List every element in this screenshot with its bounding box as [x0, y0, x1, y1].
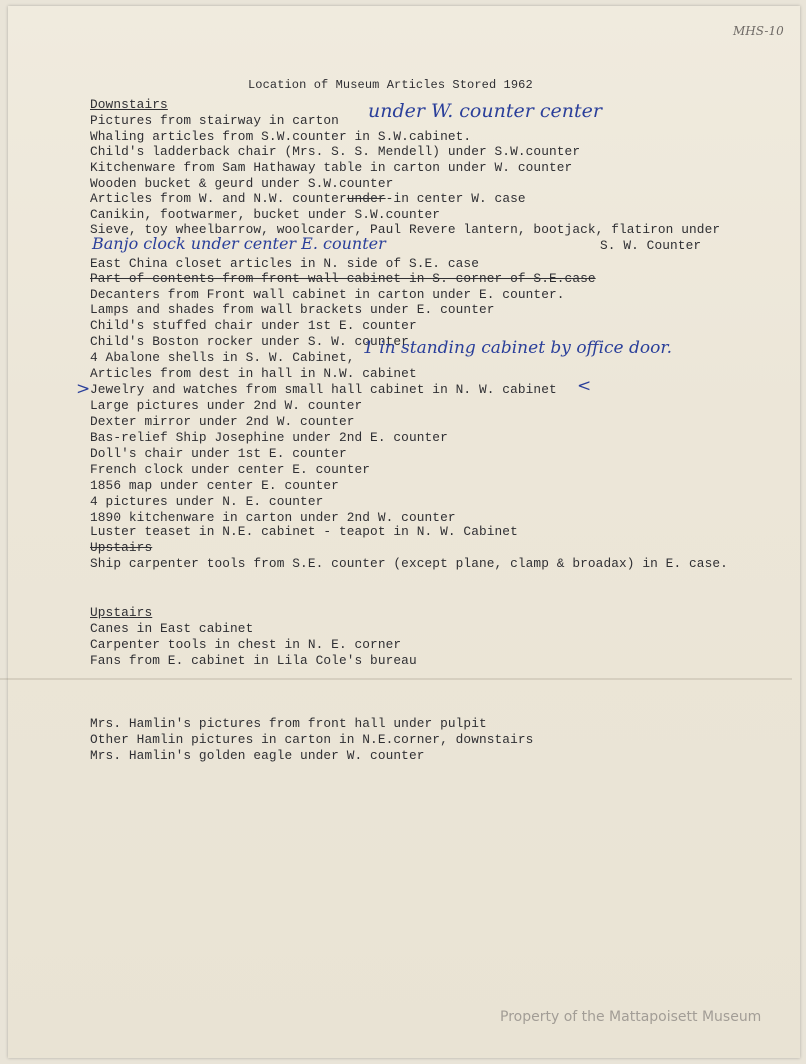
line-27: Ship carpenter tools from S.E. counter (except plane, clamp & broadax) in E. case.: [90, 556, 728, 571]
hamlin-line-3: Mrs. Hamlin's golden eagle under W. counter: [90, 748, 425, 763]
line-7: Canikin, footwarmer, bucket under S.W.counter: [90, 207, 441, 222]
line-21: Doll's chair under 1st E. counter: [90, 446, 347, 461]
line-8-cont: S. W. Counter: [600, 238, 702, 253]
line-6: Articles from W. and N.W. counterunder-in center W. case: [90, 191, 526, 206]
upstairs-line-3: Fans from E. cabinet in Lila Cole's bureau: [90, 653, 417, 668]
line-22: French clock under center E. counter: [90, 462, 371, 477]
struck-under: under: [346, 191, 386, 206]
line-16: Articles from dest in hall in N.W. cabinet: [90, 366, 417, 381]
struck-upstairs: Upstairs: [90, 540, 153, 555]
line-25: 1890 kitchenware in carton under 2nd W. counter: [90, 510, 456, 525]
line-19: Dexter mirror under 2nd W. counter: [90, 414, 355, 429]
line-23: 1856 map under center E. counter: [90, 478, 339, 493]
line-3: Child's ladderback chair (Mrs. S. S. Mendell) under S.W.counter: [90, 144, 581, 159]
margin-mark-left: >: [76, 379, 91, 399]
watermark: Property of the Mattapoisett Museum: [500, 1009, 762, 1025]
line-6-tail: in center W. case: [393, 191, 526, 206]
line-26: Luster teaset in N.E. cabinet - teapot in N. W. Cabinet: [90, 524, 518, 539]
margin-mark-right: <: [577, 376, 592, 396]
line-9: East China closet articles in N. side of S.E. case: [90, 256, 479, 271]
handwritten-note-2: Banjo clock under center E. counter: [92, 234, 386, 253]
handwritten-note-1: under W. counter center: [368, 100, 602, 122]
line-8: Sieve, toy wheelbarrow, woolcarder, Paul Revere lantern, bootjack, flatiron under: [90, 222, 721, 237]
line-5: Wooden bucket & geurd under S.W.counter: [90, 176, 394, 191]
line-6-text: Articles from W. and N.W. counter: [90, 191, 347, 206]
line-10: Part of contents from front wall cabinet in S. corner of S.E.case: [90, 271, 596, 286]
upstairs-line-2: Carpenter tools in chest in N. E. corner: [90, 637, 402, 652]
line-14: Child's Boston rocker under S. W. counter: [90, 334, 409, 349]
hamlin-line-1: Mrs. Hamlin's pictures from front hall under pulpit: [90, 716, 487, 731]
corner-note: MHS-10: [733, 24, 784, 38]
handwritten-note-3: 1 in standing cabinet by office door.: [363, 338, 673, 358]
line-2: Whaling articles from S.W.counter in S.W.cabinet.: [90, 129, 472, 144]
line-24: 4 pictures under N. E. counter: [90, 494, 324, 509]
line-17: Jewelry and watches from small hall cabinet in N. W. cabinet: [90, 382, 557, 397]
line-20: Bas-relief Ship Josephine under 2nd E. counter: [90, 430, 448, 445]
line-4: Kitchenware from Sam Hathaway table in carton under W. counter: [90, 160, 573, 175]
section-downstairs: Downstairs: [90, 97, 168, 112]
line-18: Large pictures under 2nd W. counter: [90, 398, 363, 413]
hamlin-line-2: Other Hamlin pictures in carton in N.E.corner, downstairs: [90, 732, 534, 747]
fold-line: [0, 678, 792, 680]
line-15: 4 Abalone shells in S. W. Cabinet,: [90, 350, 355, 365]
line-1: Pictures from stairway in carton: [90, 113, 339, 128]
line-13: Child's stuffed chair under 1st E. counter: [90, 318, 417, 333]
section-upstairs: Upstairs: [90, 605, 153, 620]
upstairs-line-1: Canes in East cabinet: [90, 621, 254, 636]
page-title: Location of Museum Articles Stored 1962: [248, 78, 533, 92]
line-12: Lamps and shades from wall brackets under E. counter: [90, 302, 495, 317]
line-11: Decanters from Front wall cabinet in carton under E. counter.: [90, 287, 565, 302]
